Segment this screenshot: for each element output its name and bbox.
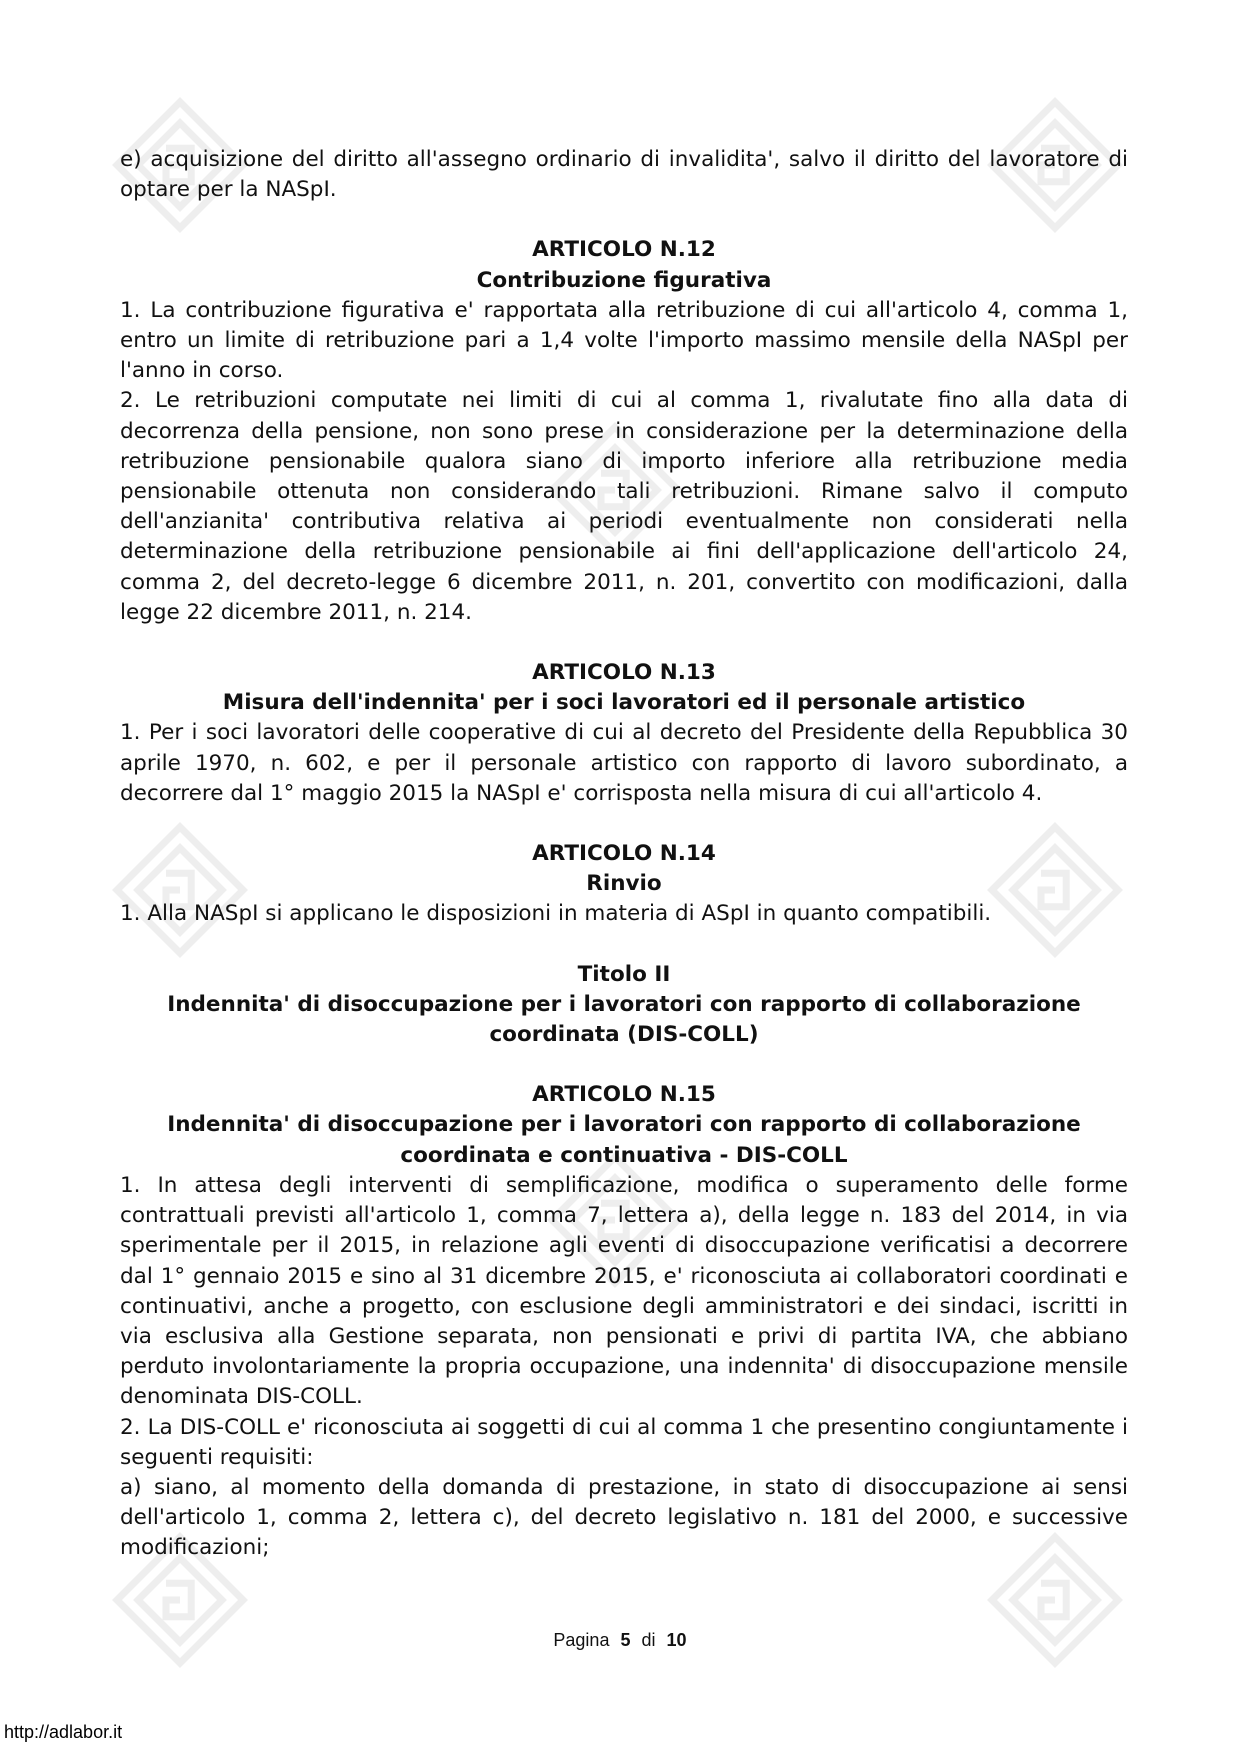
body-paragraph: 2. Le retribuzioni computate nei limiti di cui al comma 1, rivalutate fino alla data di decorrenza della pensione, non sono prese in considerazione per la determinazione della retribuzione pensionabile qualora siano di importo inferiore alla retribuzione media pensionabile ottenuta non considerando tali retribuzioni. Rimane salvo il computo dell'anzianita' contributiva relativa ai periodi eventualmente non considerati nella determinazione della retribuzione pensionabile ai fini dell'applicazione dell'articolo 24, comma 2, del decreto-legge 6 dicembre 2011, n. 201, convertito con modificazioni, dalla legge 22 dicembre 2011, n. 214. (120, 388, 1128, 625)
page-number-prefix: Pagina (553, 1630, 610, 1650)
body-paragraph: 1. La contribuzione figurativa e' rapportata alla retribuzione di cui all'articolo 4, comma 1, entro un limite di retribuzione pari a 1,4 volte l'importo massimo mensile della NASpI per l'anno in corso. (120, 297, 1128, 384)
section-heading: ARTICOLO N.13 (532, 660, 716, 686)
body-paragraph: 1. Per i soci lavoratori delle cooperative di cui al decreto del Presidente della Repubblica 30 aprile 1970, n. 602, e per il personale artistico con rapporto di lavoro subordinato, a decorrere dal 1° maggio 2015 la NASpI e' corrisposta nella misura di cui all'articolo 4. (120, 720, 1128, 806)
paragraph-spacer (120, 205, 1128, 235)
body-paragraph: 2. La DIS-COLL e' riconosciuta ai soggetti di cui al comma 1 che presentino congiuntamente i seguenti requisiti: (120, 1414, 1128, 1470)
page-footer (0, 1630, 1240, 1651)
page-number-separator: di (641, 1630, 656, 1650)
total-pages-number: 10 (666, 1630, 687, 1650)
section-heading: Indennita' di disoccupazione per i lavoratori con rapporto di collaborazione coordinata e continuativa - DIS-COLL (167, 1112, 1081, 1168)
document-body (120, 145, 1128, 1564)
body-paragraph: 1. Alla NASpI si applicano le disposizioni in materia di ASpI in quanto compatibili. (120, 901, 992, 927)
site-url: http://adlabor.it (4, 1722, 123, 1742)
body-paragraph: a) siano, al momento della domanda di prestazione, in stato di disoccupazione ai sensi dell'articolo 1, comma 2, lettera c), del decreto legislativo n. 181 del 2000, e successive modificazioni; (120, 1474, 1128, 1561)
section-heading: ARTICOLO N.14 (532, 841, 716, 867)
body-paragraph: e) acquisizione del diritto all'assegno ordinario di invalidita', salvo il diritto del lavoratore di optare per la NASpI. (120, 147, 1128, 203)
section-heading: ARTICOLO N.12 (532, 237, 716, 263)
paragraph-spacer (120, 1050, 1128, 1080)
section-heading: ARTICOLO N.15 (532, 1082, 716, 1108)
section-heading: Misura dell'indennita' per i soci lavoratori ed il personale artistico (222, 690, 1026, 716)
paragraph-spacer (120, 930, 1128, 960)
section-heading: Rinvio (586, 871, 662, 897)
section-heading: Contribuzione figurativa (476, 267, 772, 293)
paragraph-spacer (120, 809, 1128, 839)
section-heading: Indennita' di disoccupazione per i lavoratori con rapporto di collaborazione coordinata (DIS-COLL) (167, 991, 1081, 1048)
body-paragraph: 1. In attesa degli interventi di semplificazione, modifica o superamento delle forme contrattuali previsti all'articolo 1, comma 7, lettera a), della legge n. 183 del 2014, in via sperimentale per il 2015, in relazione agli eventi di disoccupazione verificatisi a decorrere dal 1° gennaio 2015 e sino al 31 dicembre 2015, e' riconosciuta ai collaboratori coordinati e continuativi, anche a progetto, con esclusione degli amministratori e dei sindaci, iscritti in via esclusiva alla Gestione separata, non pensionati e privi di partita IVA, che abbiano perduto involontariamente la propria occupazione, una indennita' di disoccupazione mensile denominata DIS-COLL. (120, 1172, 1128, 1410)
paragraph-spacer (120, 628, 1128, 658)
section-heading: Titolo II (577, 961, 671, 987)
current-page-number: 5 (620, 1630, 631, 1650)
